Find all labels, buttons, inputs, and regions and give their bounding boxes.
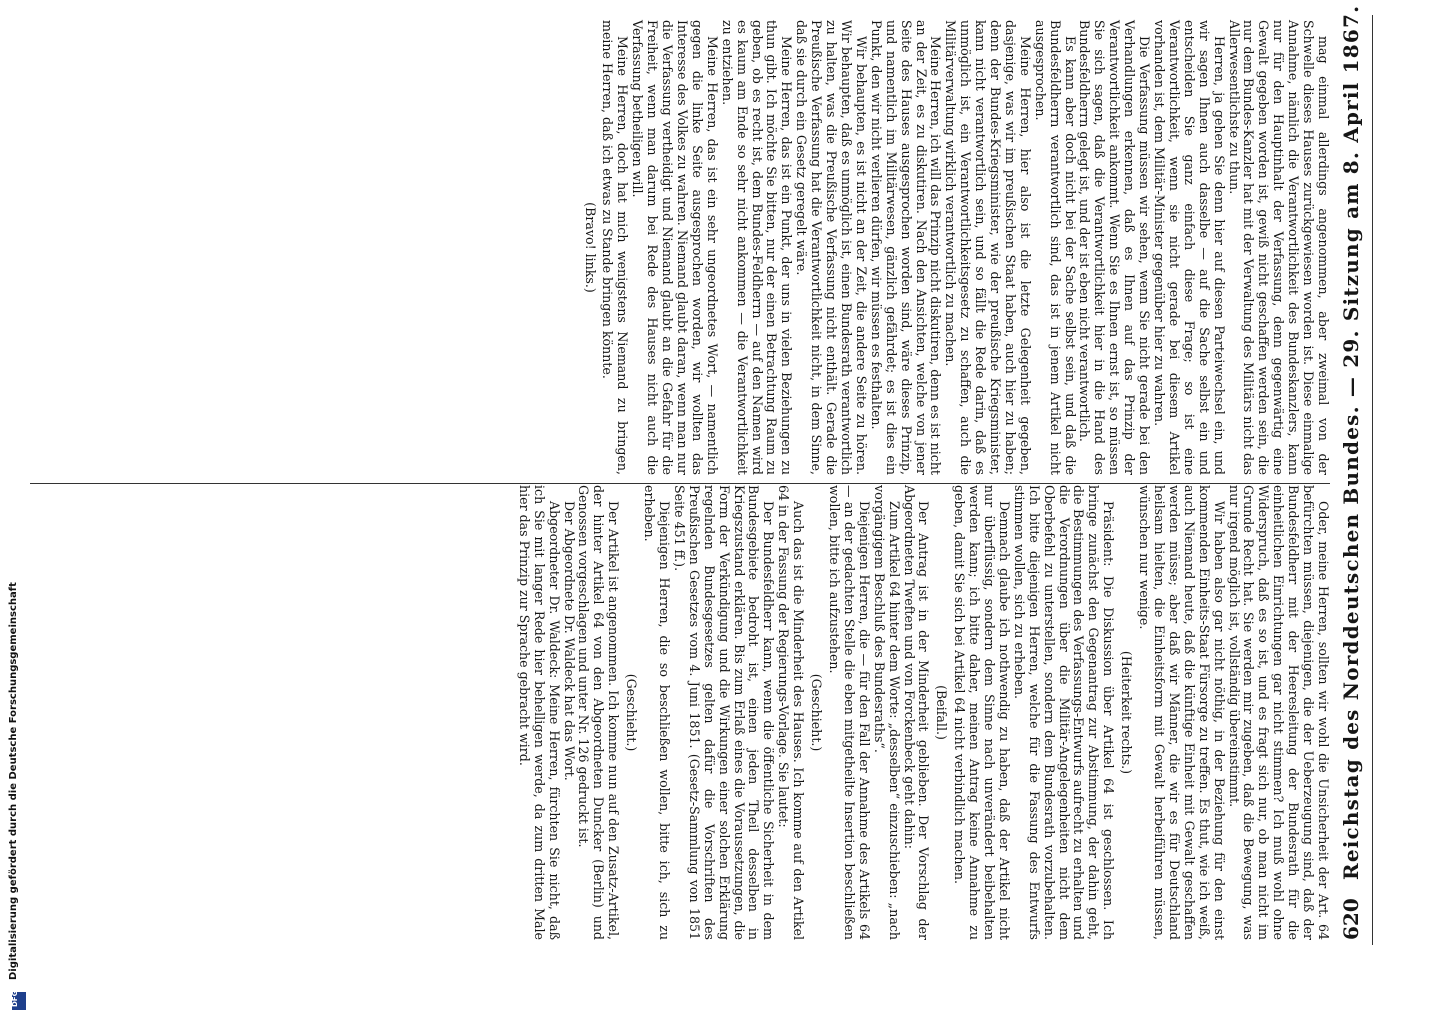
stage-direction: (Geschieht.)	[809, 673, 825, 752]
paragraph: Es kann aber doch nicht bei der Sache selbst sein, und daß die Bundesfeldherrn verantwortlich sind, das ist in jenem Artikel nicht ausgesprochen.	[1032, 20, 1078, 475]
text-column-right	[30, 20, 1330, 475]
paragraph: Diejenigen Herren, die — für den Fall der Annahme des Artikels 64 — an der gedachten Stelle die eben mitgetheilte Insertion beschließen wollen, bitte ich aufzustehen.	[827, 485, 872, 940]
stage-direction: (Bravo! links.)	[582, 202, 598, 293]
dfg-logo-icon	[12, 992, 26, 1010]
paragraph: Meine Herren, hier also ist die letzte Gelegenheit gegeben, dasjenige, was wir im preußischen Staat haben, auch hier zu haben; denn der Bundes-Kriegsminister, wie der preußische Kriegsminister, kann nicht verantwortlich sein, und so fällt die Rede darin, daß es unmöglich ist, ein Verantwortlichkeitsgesetz zu schaffen, auch die Militärverwaltung wirklich verantwortlich zu machen.	[943, 20, 1033, 475]
quoted-article: Der Bundesfeldherr kann, wenn die öffentliche Sicherheit in dem Bundesgebiete bedroht ist, einen jeden Theil desselben in Kriegszustand erklären. Bis zum Erlaß eines die Voraussetzungen, die Form der Verkündigung und die Wirkungen einer solchen Erklärung regelnden Bundesgesetzes gelten dafür die Vorschriften des Preußischen Gesetzes vom 4. Juni 1851. (Gesetz-Sammlung von 1851 Seite 451 ff.).	[671, 485, 777, 940]
paragraph: Meine Herren, das ist ein Punkt, der uns in vielen Beziehungen zu thun gibt. Ich möchte Sie bitten, nur der einen Betrachtung Raum zu geben, ob es recht ist, dem Bundes-Feldherrn — auf den Namen wird es kaum am Ende so sehr nicht ankommen — die Verantwortlichkeit zu entziehen.	[719, 20, 795, 475]
text-column-left	[30, 485, 1330, 940]
paragraph: Auch das ist die Minderheit des Hauses. Ich komme auf den Artikel 64 in der Fassung der Regierungs-Vorlage. Sie lautet:	[776, 485, 807, 940]
header-rule	[1372, 15, 1373, 945]
stage-direction: (Beifall.)	[934, 685, 950, 740]
paragraph: Der Artikel ist angenommen. Ich komme nun auf den Zusatz-Artikel, der hinter Artikel 64 von den Abgeordneten Duncker (Berlin) und Genossen vorgeschlagen und unter Nr. 126 gedruckt ist.	[576, 485, 622, 940]
page-number: 620	[1339, 898, 1363, 940]
quoted-amendment: Zum Artikel 64 hinter dem Worte: „desselben“ einzuschieben: „nach vorgängigem Beschluß des Bundesraths“.	[871, 485, 902, 940]
paragraph: Herren, ja gehen Sie denn hier auf diesen Parteiwechsel ein, und wir sagen Ihnen auch dasselbe — auf die Sache selbst ein und entscheiden Sie ganz einfach diese Frage; so ist eine Verantwortlichkeit, wenn sie nicht gerade bei diesem Artikel vorhanden ist, dem Militär-Minister gegenüber hier zu wahren.	[1152, 20, 1227, 475]
paragraph: Meine Herren, doch hat mich wenigstens Niemand zu bringen, meine Herren, daß ich etwas zu Stande bringen könnte.	[600, 20, 631, 475]
stage-direction: (Heiterkeit rechts.)	[1119, 650, 1135, 775]
stage-direction: (Geschieht.)	[624, 673, 640, 752]
dfg-logo-text: DFG	[11, 990, 19, 1007]
paragraph: Abgeordneter Dr. Waldeck: Meine Herren, fürchten Sie nicht, daß ich Sie mit langer Rede hier behelligen werde, da zum dritten Male hier das Prinzip zur Sprache gebracht wird.	[516, 485, 562, 940]
paragraph: Die Verfassung müssen wir sehen, wenn Sie nicht gerade bei den Verhandlungen erkennen, daß es Ihnen auf das Prinzip der Verantwortlichkeit ankommt. Wenn Sie es Ihnen ernst ist, so müssen Sie sich sagen, daß die Verantwortlichkeit hier in die Hand des Bundesfeldherrn gelegt ist, und der ist eben nicht verantwortlich.	[1077, 20, 1153, 475]
paragraph: Diejenigen Herren, die so beschließen wollen, bitte ich, sich zu erheben.	[642, 485, 673, 940]
paragraph: Wir haben also gar nicht nöthig, in der Beziehung für den einst kommenden Einheits-Staat Fürsorge zu treffen. Es thut, wie ich weiß, auch Niemand heute, daß die künftige Einheit mit Gewalt geschaffen werden müsse; aber daß wir Männer, die wir es für Deutschland heilsam hielten, die Einheitsform mit Gewalt herbeiführen müssen, wünschen nur wenige.	[1137, 485, 1227, 940]
paragraph: Demnach glaube ich nothwendig zu haben, daß der Artikel nicht nur überflüssig, sondern dem Sinne nach unverändert beibehalten werden kann; ich bitte daher, meinen Antrag keine Annahme zu geben, damit Sie sich bei Artikel 64 nicht verbindlich machen.	[952, 485, 1012, 940]
paragraph: Der Antrag ist in der Minderheit geblieben. Der Vorschlag der Abgeordneten Tweften und von Forckenbeck geht dahin:	[901, 485, 932, 940]
paragraph: Wir behaupten, es ist nicht an der Zeit, die andere Seite zu hören. Wir behaupten, daß es unmöglich ist, einen Bundesrath verantwortlich zu halten, was die Preußische Verfassung nicht enthält. Gerade die Preußische Verfassung hat die Verantwortlichkeit nicht, in dem Sinne, daß sie durch ein Gesetz geregelt wäre.	[794, 20, 869, 475]
paragraph: Meine Herren, ich will das Prinzip nicht diskutiren, denn es ist nicht an der Zeit, es zu diskutiren. Nach den Ansichten, welche von jener Seite des Hauses ausgesprochen worden sind, wäre dieses Prinzip, und namentlich im Militärwesen, gänzlich gefährdet; es ist dies ein Punkt, den wir nicht verlieren dürfen, wir müssen es festhalten.	[868, 20, 944, 475]
paragraph: Oder, meine Herren, sollten wir wohl die Unsicherheit der Art. 64 befürchten müssen, diejenigen, die der Ueberzeugung sind, daß der Bundesfeldherr mit der Heeresleitung der Bundesrath für die einheitlichen Einrichtungen gar nicht stimmen? Ich muß wohl ohne Widerspruch, daß es so ist, und es fragt sich nur, ob man nicht im Grunde Recht hat. Sie werden mir zugeben, daß die Bewegung, was nur irgend möglich ist, vollständig übereinstimmt.	[1226, 485, 1331, 940]
digitization-notice: Digitalisierung gefördert durch die Deutsche Forschungsgemeinschaft	[8, 582, 19, 980]
paragraph: Präsident: Die Diskussion über Artikel 64 ist geschlossen. Ich bringe zunächst den Gegenantrag zur Abstimmung, der dahin geht, die Bestimmungen des Verfassungs-Entwurfs aufrecht zu erhalten und die Verordnungen über die Militär-Angelegenheiten nicht dem Oberbefehl zu unterstellen, sondern dem Bundesrath vorzubehalten. Ich bitte diejenigen Herren, welche für die Fassung des Entwurfs stimmen wollen, sich zu erheben.	[1011, 485, 1117, 940]
column-divider	[30, 483, 1330, 484]
paragraph: mag einmal allerdings angenommen, aber zweimal von der Schwelle dieses Hauses zurückgewiesen worden ist. Diese einmalige Annahme, nämlich die Verantwortlichkeit des Bundeskanzlers, kann nur für den Hauptinhalt der Verfassung, denn gegenwärtig eine Gewalt gegeben worden ist, gewiß nicht geschaffen werden sein, die nur dem Bundes-Kanzler hat mit der Verwaltung des Militärs nicht das Allerwesentlichste zu thun.	[1226, 20, 1331, 475]
paragraph: Meine Herren, das ist ein sehr ungeordnetes Wort, — namentlich gegen die linke Seite ausgesprochen worden, wir wollten das Interesse des Volkes zu wahren. Niemand glaubt daran, wenn man nur die Verfassung vertheidigt und Niemand glaubt an die Gefahr für die Freiheit, wenn man darum bei Rede des Hauses nicht auch die Verfassung betheiligen will.	[630, 20, 720, 475]
digitization-credit	[8, 582, 28, 1007]
paragraph: Der Abgeordnete Dr. Waldeck hat das Wort.	[561, 501, 577, 781]
running-head: Reichstag des Norddeutschen Bundes. — 29. Sitzung am 8. April 1867.	[1339, 4, 1363, 880]
